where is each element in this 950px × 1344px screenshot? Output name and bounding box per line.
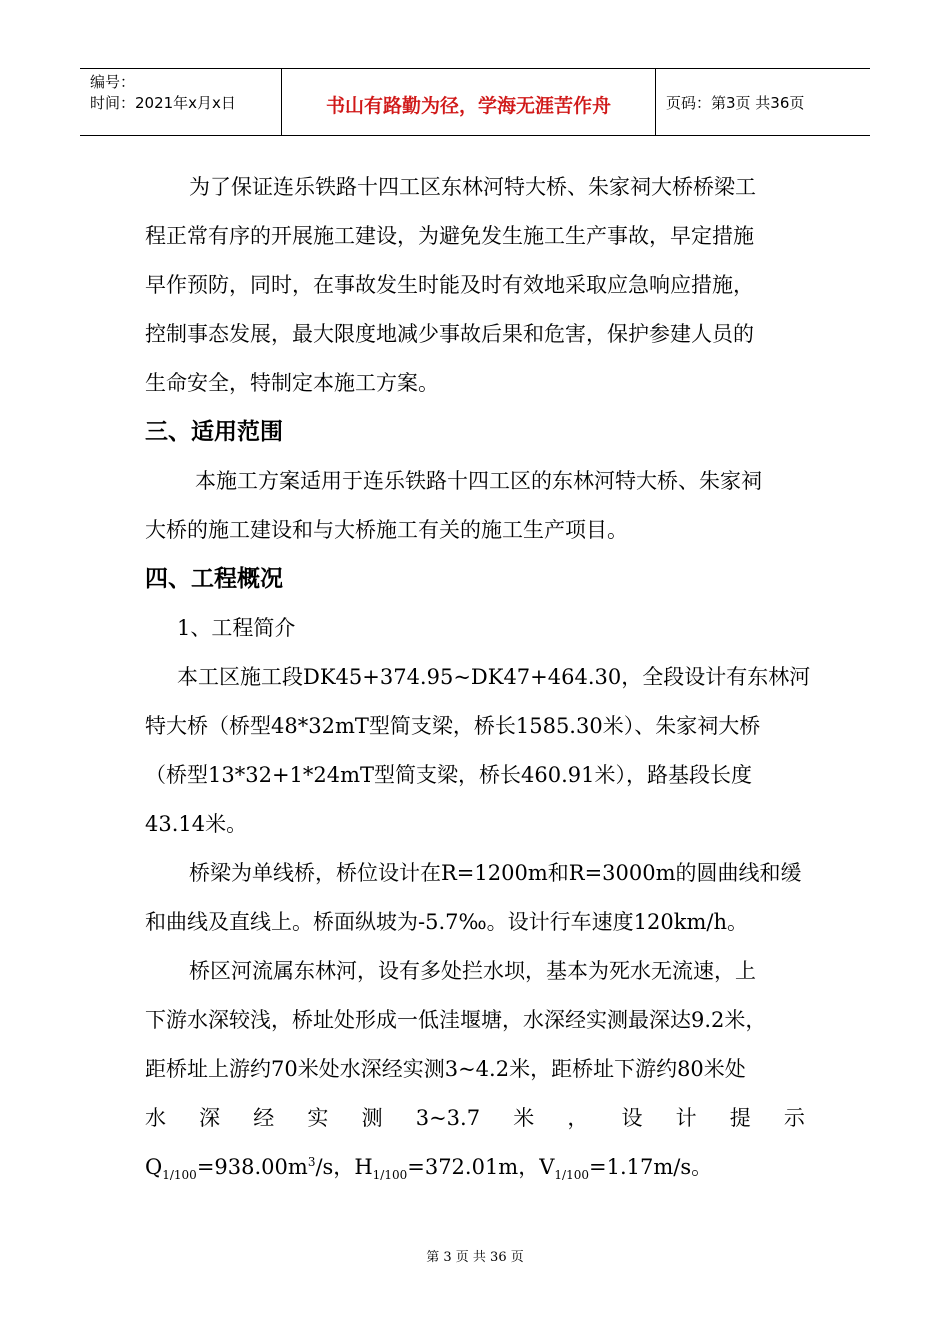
h-value: =372.01m， <box>407 1155 540 1179</box>
spaced-word: 设 <box>621 1106 643 1130</box>
page-footer: 第 3 页 共 36 页 <box>426 1250 524 1265</box>
subsection-heading-intro: 1、工程简介 <box>177 616 296 640</box>
intro-line: 控制事态发展，最大限度地减少事故后果和危害，保护参建人员的 <box>145 322 754 346</box>
spaced-word: 测 <box>361 1106 383 1130</box>
page-header <box>80 68 870 136</box>
overview-line: 本工区施工段DK45+374.95~DK47+464.30，全段设计有东林河 <box>177 665 811 689</box>
design-flow-formula <box>145 1143 805 1192</box>
intro-line: 程正常有序的开展施工建设，为避免发生施工生产事故，早定措施 <box>145 224 754 248</box>
document-body <box>145 163 811 1192</box>
spaced-word: 3~3.7 <box>415 1106 481 1130</box>
spaced-word: 示 <box>783 1106 805 1130</box>
spaced-word: 经 <box>253 1106 275 1130</box>
spaced-word: 米 <box>513 1106 535 1130</box>
spaced-word: 实 <box>307 1106 329 1130</box>
spaced-word: 深 <box>199 1106 221 1130</box>
h-symbol: H <box>354 1155 373 1179</box>
q-value: =938.00m <box>196 1155 308 1179</box>
doc-time-label: 时间：2021年x月x日 <box>90 94 236 112</box>
scope-line: 大桥的施工建设和与大桥施工有关的施工生产项目。 <box>145 518 628 542</box>
intro-line: 早作预防，同时，在事故发生时能及时有效地采取应急响应措施， <box>145 273 754 297</box>
overview-line: 特大桥（桥型48*32mT型简支梁，桥长1585.30米）、朱家祠大桥 <box>145 714 761 738</box>
v-value: =1.17m/s。 <box>589 1155 713 1179</box>
section-heading-scope: 三、适用范围 <box>145 419 283 445</box>
spaced-word: 计 <box>675 1106 697 1130</box>
q-subscript: 1/100 <box>162 1168 197 1183</box>
overview-line: （桥型13*32+1*24mT型简支梁，桥长460.91米），路基段长度 <box>145 763 753 787</box>
spaced-word: ， <box>567 1106 589 1130</box>
section-heading-overview: 四、工程概况 <box>145 566 283 592</box>
river-line: 桥区河流属东林河，设有多处拦水坝，基本为死水无流速，上 <box>189 959 756 983</box>
river-line: 下游水深较浅，桥址处形成一低洼堰塘，水深经实测最深达9.2米， <box>145 1008 767 1032</box>
q-superscript: 3 <box>307 1155 316 1169</box>
header-page-code: 页码：第3页 共36页 <box>666 93 805 112</box>
spaced-word: 水 <box>145 1106 166 1130</box>
doc-number-label: 编号： <box>90 73 136 91</box>
v-subscript: 1/100 <box>554 1168 589 1183</box>
header-motto: 书山有路勤为径，学海无涯苦作舟 <box>282 69 656 135</box>
scope-line: 本施工方案适用于连乐铁路十四工区的东林河特大桥、朱家祠 <box>195 469 762 493</box>
header-meta <box>80 69 282 135</box>
h-subscript: 1/100 <box>372 1168 408 1183</box>
bridge-line: 和曲线及直线上。桥面纵坡为-5.7‰。设计行车速度120km/h。 <box>145 910 748 934</box>
spaced-word: 提 <box>729 1106 751 1130</box>
q-symbol: Q <box>145 1155 163 1179</box>
intro-line: 为了保证连乐铁路十四工区东林河特大桥、朱家祠大桥桥梁工 <box>189 175 756 199</box>
v-symbol: V <box>539 1155 555 1179</box>
overview-line: 43.14米。 <box>145 812 248 836</box>
bridge-line: 桥梁为单线桥，桥位设计在R=1200m和R=3000m的圆曲线和缓 <box>189 861 802 885</box>
river-line: 距桥址上游约70米处水深经实测3~4.2米，距桥址下游约80米处 <box>145 1057 746 1081</box>
q-unit: /s， <box>315 1155 355 1179</box>
intro-line: 生命安全，特制定本施工方案。 <box>145 371 439 395</box>
river-spaced-line <box>145 1094 805 1143</box>
